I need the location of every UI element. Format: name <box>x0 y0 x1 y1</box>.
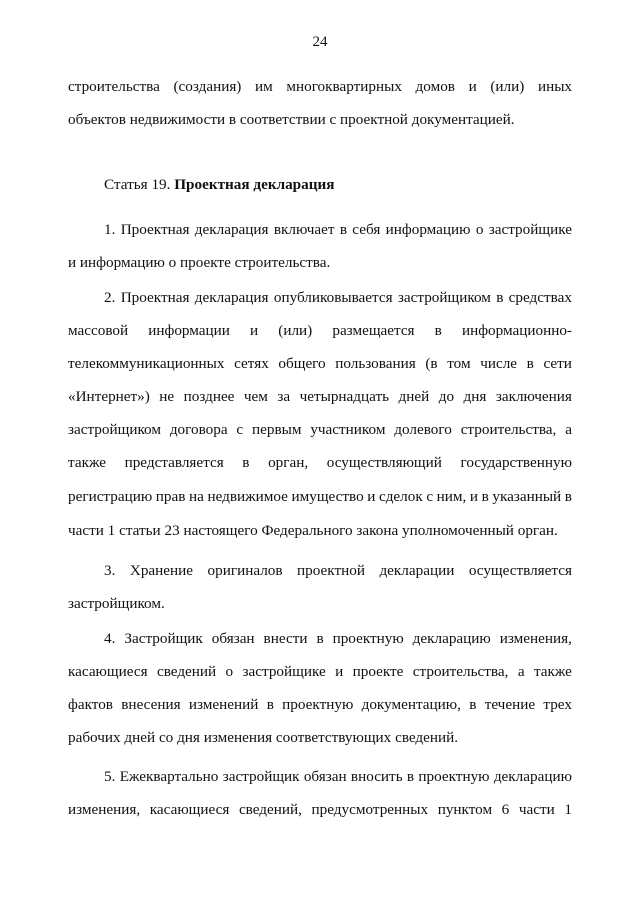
text-line <box>68 321 572 341</box>
word: четырнадцать <box>299 388 390 405</box>
word: орган, <box>268 454 309 471</box>
word: в <box>481 488 489 505</box>
word: декларацию <box>493 768 572 785</box>
word: строительства <box>68 78 160 95</box>
word: оригиналов <box>207 562 283 579</box>
word: также <box>68 454 106 471</box>
word: документацию, <box>361 696 461 713</box>
word: на <box>189 488 204 505</box>
word: о <box>225 663 234 680</box>
word: массовой <box>68 322 129 339</box>
text-line: и информацию о проекте строительства. <box>68 254 331 271</box>
word: декларации <box>379 562 455 579</box>
word: касающиеся <box>68 663 148 680</box>
word: имущество <box>291 488 364 505</box>
word: внести <box>263 630 308 647</box>
word: себя <box>352 221 381 238</box>
text-line <box>68 662 572 682</box>
word: изменения, <box>499 630 572 647</box>
text-line: объектов недвижимости в соответствии с проектной документацией. <box>68 111 515 128</box>
word: с <box>236 421 244 438</box>
word: включает <box>273 221 335 238</box>
word: 2. <box>104 289 116 306</box>
text-line <box>68 453 572 473</box>
word: строительства, <box>460 421 557 438</box>
page-number: 24 <box>312 34 328 50</box>
word: средствах <box>508 289 572 306</box>
word: Проектная <box>120 289 190 306</box>
word: в <box>526 355 534 372</box>
word: осуществляется <box>468 562 572 579</box>
text-line: части 1 статьи 23 настоящего Федерального закона уполномоченный орган. <box>68 522 558 539</box>
word: застройщиком <box>397 289 491 306</box>
word: сети <box>543 355 572 372</box>
word: том <box>447 355 471 372</box>
word: и <box>469 488 479 505</box>
word: 1 <box>564 801 572 818</box>
word: дня <box>463 388 487 405</box>
article-number: Статья 19. <box>104 176 175 193</box>
article-heading <box>104 175 334 195</box>
word: проектную <box>282 696 354 713</box>
word: в <box>434 322 442 339</box>
word: в <box>496 289 504 306</box>
word: сделок <box>378 488 423 505</box>
word: а <box>517 663 525 680</box>
word: пользования <box>335 355 416 372</box>
word: Застройщик <box>124 630 203 647</box>
word: информации <box>148 322 230 339</box>
word: Хранение <box>129 562 194 579</box>
word: первым <box>252 421 302 438</box>
word: части <box>518 801 555 818</box>
word: и <box>250 322 259 339</box>
word: общего <box>278 355 326 372</box>
word: вносить <box>350 768 403 785</box>
word: застройщиком <box>68 421 161 438</box>
word: застройщике <box>242 663 326 680</box>
word: не <box>159 388 175 405</box>
word: проекте <box>352 663 404 680</box>
text-line <box>104 561 572 581</box>
word: предусмотренных <box>311 801 429 818</box>
text-line <box>104 220 572 240</box>
text-line <box>68 420 572 440</box>
text-line <box>68 77 572 97</box>
word: проектную <box>332 630 404 647</box>
text-line <box>68 387 572 407</box>
word: иных <box>537 78 572 95</box>
word: сведений, <box>238 801 302 818</box>
word: информацию <box>385 221 471 238</box>
article-title: Проектная декларация <box>174 176 335 193</box>
text-line <box>104 767 572 787</box>
word: 1. <box>104 221 116 238</box>
word: и <box>468 78 477 95</box>
word: декларация <box>194 289 269 306</box>
word: телекоммуникационных <box>68 355 225 372</box>
word: недвижимое <box>207 488 288 505</box>
word: многоквартирных <box>286 78 402 95</box>
text-line: застройщиком. <box>68 595 165 612</box>
word: регистрацию <box>68 488 153 505</box>
word: застройщике <box>488 221 572 238</box>
word: трех <box>543 696 572 713</box>
word: (создания) <box>173 78 242 95</box>
word: проектной <box>297 562 365 579</box>
word: чем <box>243 388 268 405</box>
word: долевого <box>394 421 452 438</box>
word: дней <box>398 388 430 405</box>
text-line <box>68 695 572 715</box>
word: 3. <box>104 562 116 579</box>
word: фактов <box>68 696 113 713</box>
word: внесения <box>121 696 181 713</box>
word: домов <box>415 78 455 95</box>
text-line <box>68 487 572 507</box>
word: представляется <box>124 454 224 471</box>
word: «Интернет») <box>68 388 150 405</box>
word: (или) <box>278 322 313 339</box>
word: позднее <box>183 388 235 405</box>
word: 6 <box>501 801 510 818</box>
word: участником <box>310 421 386 438</box>
word: государственную <box>460 454 572 471</box>
word: опубликовывается <box>273 289 393 306</box>
word: за <box>277 388 291 405</box>
word: пунктом <box>437 801 493 818</box>
text-line <box>68 354 572 374</box>
word: в <box>406 768 415 785</box>
word: сведений <box>156 663 217 680</box>
word: в <box>469 696 477 713</box>
word: размещается <box>332 322 415 339</box>
word: в <box>266 696 274 713</box>
word: Проектная <box>120 221 190 238</box>
word: с <box>426 488 434 505</box>
word: застройщик <box>222 768 300 785</box>
word: указанный <box>492 488 562 505</box>
text-line <box>104 288 572 308</box>
text-line <box>104 629 572 649</box>
word: обязан <box>303 768 347 785</box>
word: до <box>438 388 455 405</box>
word: в <box>316 630 324 647</box>
text-line <box>68 800 572 820</box>
word: течение <box>484 696 536 713</box>
word: 5. <box>104 768 116 785</box>
word: осуществляющий <box>326 454 442 471</box>
word: а <box>565 421 572 438</box>
word: им <box>255 78 273 95</box>
word: декларация <box>194 221 269 238</box>
word: в <box>242 454 250 471</box>
word: изменения, <box>68 801 141 818</box>
word: (или) <box>490 78 525 95</box>
word: о <box>475 221 484 238</box>
word: информационно- <box>461 322 572 339</box>
word: в <box>339 221 347 238</box>
word: строительства, <box>412 663 509 680</box>
text-line: рабочих дней со дня изменения соответствующих сведений. <box>68 729 459 746</box>
word: сетях <box>234 355 269 372</box>
word: ним, <box>436 488 467 505</box>
word: в <box>564 488 572 505</box>
word: числе <box>480 355 518 372</box>
word: касающиеся <box>149 801 230 818</box>
word: проектную <box>418 768 490 785</box>
word: прав <box>155 488 186 505</box>
word: изменений <box>188 696 259 713</box>
word: заключения <box>495 388 572 405</box>
word: также <box>533 663 572 680</box>
word: Ежеквартально <box>119 768 219 785</box>
word: декларацию <box>412 630 491 647</box>
word: договора <box>169 421 228 438</box>
word: 4. <box>104 630 116 647</box>
word: обязан <box>211 630 255 647</box>
word: (в <box>425 355 438 372</box>
word: и <box>367 488 376 505</box>
word: и <box>335 663 344 680</box>
